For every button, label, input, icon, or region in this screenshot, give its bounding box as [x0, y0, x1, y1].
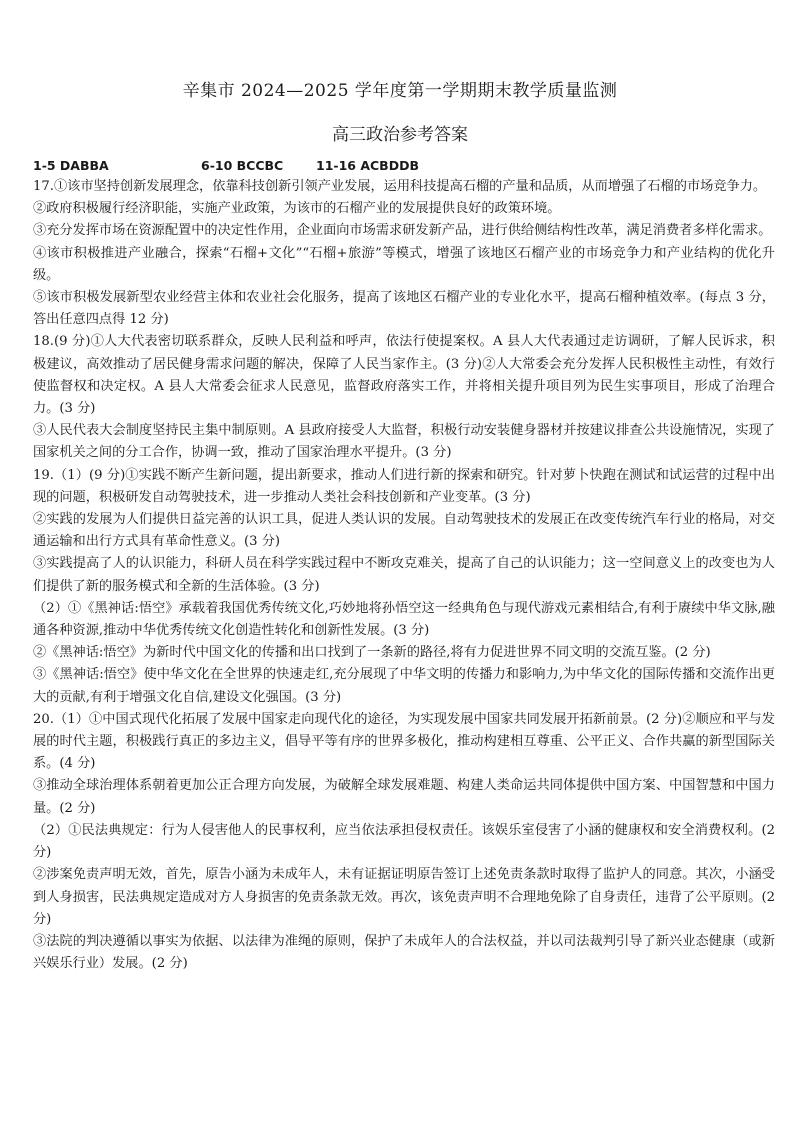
q19-2-point-1: （2）①《黑神话:悟空》承载着我国优秀传统文化,巧妙地将孙悟空这一经典角色与现代游戏元素相结合,有利于赓续中华文脉,融通各种资源,推动中华优秀传统文化创造性转化和创新性发展。(3 分): [33, 600, 775, 639]
q20-2-point-2: ②涉案免责声明无效，首先，原告小涵为未成年人，未有证据证明原告签订上述免责条款时取得了监护人的同意。其次，小涵受到人身损害，民法典规定造成对方人身损害的免责条款无效。再次，该免责声明不合理地免除了自身责任，违背了公平原则。(2 分): [33, 867, 775, 927]
document-subtitle: 高三政治参考答案: [332, 125, 468, 145]
q18-point-3: ③人民代表大会制度坚持民主集中制原则。A 县政府接受人大监督，积极行动安装健身器材并按建议排查公共设施情况，实现了国家机关之间的分工合作，协调一致，推动了国家治理水平提升。(3 分): [33, 423, 775, 461]
q17-point-1: 17.①该市坚持创新发展理念，依靠科技创新引领产业发展，运用科技提高石榴的产量和品质，从而增强了石榴的市场竞争力。: [33, 179, 767, 194]
q18-points-1-2: 18.(9 分)①人大代表密切联系群众，反映人民利益和呼声，依法行使提案权。A 县人大代表通过走访调研，了解人民诉求，积极建议，高效推动了居民健身需求问题的解决，保障了人民当家作主。(3 分)②人大常委会充分发挥人民积极性主动性，有效行使监督权和决定权。A 县人大常委会征求人民意见，监督政府落实工作，并将相关提升项目列为民生实事项目，形成了治理合力。(3 分): [33, 334, 775, 417]
q20-2-point-1: （2）①民法典规定：行为人侵害他人的民事权利，应当依法承担侵权责任。该娱乐室侵害了小涵的健康权和安全消费权利。(2 分): [33, 822, 775, 861]
q19-1-point-3: ③实践提高了人的认识能力，科研人员在科学实践过程中不断攻克难关，提高了自己的认识能力；这一空间意义上的改变也为人们提供了新的服务模式和全新的生活体验。(3 分): [33, 556, 775, 594]
document-title: 辛集市 2024—2025 学年度第一学期期末教学质量监测: [182, 81, 618, 101]
q19-2-point-3: ③《黑神话:悟空》使中华文化在全世界的快速走红,充分展现了中华文明的传播力和影响力,为中华文化的国际传播和交流作出更大的贡献,有利于增强文化自信,建设文化强国。(3 分): [33, 667, 775, 705]
q20-2-point-3: ③法院的判决遵循以事实为依据、以法律为准绳的原则，保护了未成年人的合法权益，并以司法裁判引导了新兴业态健康（或新兴娱乐行业）发展。(2 分): [33, 933, 775, 972]
q19-1-point-1: 19.（1）(9 分)①实践不断产生新问题，提出新要求，推动人们进行新的探索和研究。针对萝卜快跑在测试和试运营的过程中出现的问题，积极研发自动驾驶技术，进一步推动人类社会科技创新和产业变革。(3 分): [33, 467, 775, 505]
answer-6-10: 6-10 BCCBC: [201, 158, 284, 173]
q17-point-4: ④该市积极推进产业融合，探索“石榴+文化”“石榴+旅游”等模式，增强了该地区石榴产业的市场竞争力和产业结构的优化升级。: [33, 245, 775, 283]
q20-1-point-3: ③推动全球治理体系朝着更加公正合理方向发展，为破解全球发展难题、构建人类命运共同体提供中国方案、中国智慧和中国力量。(2 分): [33, 778, 775, 816]
q17-point-5: ⑤该市积极发展新型农业经营主体和农业社会化服务，提高了该地区石榴产业的专业化水平，提高石榴种植效率。(每点 3 分，答出任意四点得 12 分): [33, 290, 775, 328]
answer-11-16: 11-16 ACBDDB: [316, 158, 419, 173]
q17-point-2: ②政府积极履行经济职能，实施产业政策，为该市的石榴产业的发展提供良好的政策环境。: [33, 201, 561, 217]
q19-2-point-2: ②《黑神话:悟空》为新时代中国文化的传播和出口找到了一条新的路径,将有力促进世界不同文明的交流互鉴。(2 分): [33, 645, 711, 661]
q19-1-point-2: ②实践的发展为人们提供日益完善的认识工具，促进人类认识的发展。自动驾驶技术的发展正在改变传统汽车行业的格局，对交通运输和出行方式具有革命性意义。(3 分): [33, 512, 775, 550]
answer-body: [33, 176, 775, 975]
choice-answers: [33, 158, 419, 173]
q20-1-points-1-2: 20.（1）①中国式现代化拓展了发展中国家走向现代化的途径，为实现发展中国家共同发展开拓新前景。(2 分)②顺应和平与发展的时代主题，积极践行真正的多边主义，倡导平等有序的世界多极化，推动构建相互尊重、公平正义、合作共赢的新型国际关系。(4 分): [33, 711, 775, 772]
q17-point-3: ③充分发挥市场在资源配置中的决定性作用，企业面向市场需求研发新产品，进行供给侧结构性改革，满足消费者多样化需求。: [33, 223, 772, 239]
answer-1-5: 1-5 DABBA: [33, 158, 109, 173]
